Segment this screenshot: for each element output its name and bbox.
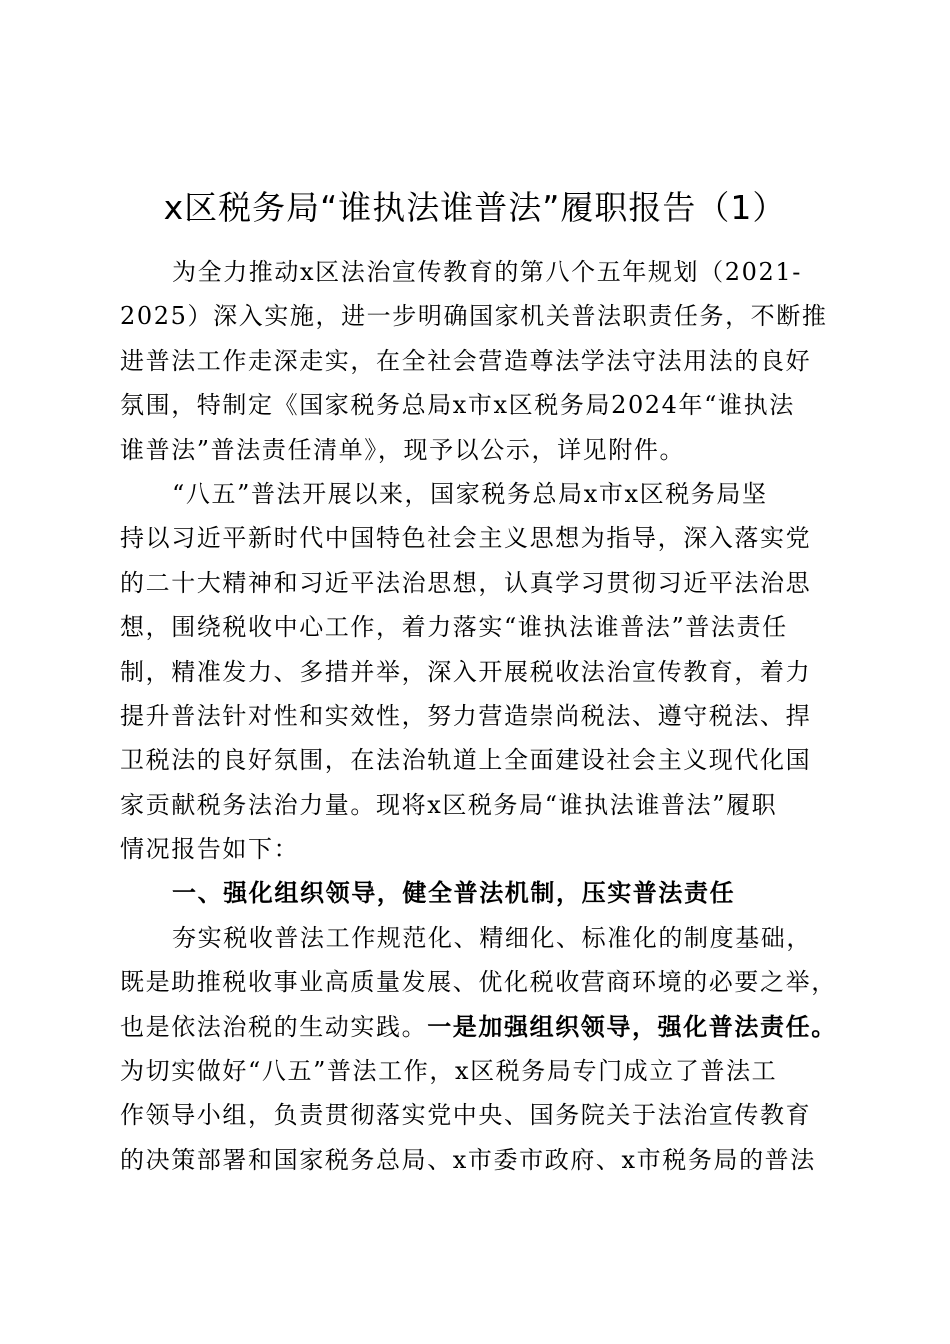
paragraph-2	[120, 472, 832, 872]
paragraph-line: “八五”普法开展以来，国家税务总局x市x区税务局坚	[172, 479, 768, 508]
document-body	[120, 250, 837, 1182]
paragraph-line: 作领导小组，负责贯彻落实党中央、国务院关于法治宣传教育	[120, 1101, 812, 1130]
paragraph-line: 为切实做好“八五”普法工作，x区税务局专门成立了普法工	[120, 1057, 778, 1086]
document-title: x区税务局“谁执法谁普法”履职报告（1）	[163, 188, 787, 227]
paragraph-line: 为全力推动x区法治宣传教育的第八个五年规划（2021-	[172, 258, 802, 286]
paragraph-line: 的二十大精神和习近平法治思想，认真学习贯彻习近平法治思	[120, 568, 812, 597]
paragraph-line-mixed	[120, 1005, 837, 1049]
paragraph-line: 的决策部署和国家税务总局、x市委市政府、x市税务局的普法	[120, 1145, 816, 1174]
paragraph-line: 提升普法针对性和实效性，努力营造崇尚税法、遵守税法、捍	[120, 701, 812, 730]
paragraph-line: 持以习近平新时代中国特色社会主义思想为指导，深入落实党	[120, 524, 812, 553]
paragraph-line: 想，围绕税收中心工作，着力落实“谁执法谁普法”普法责任	[120, 613, 788, 642]
paragraph-line: 2025）深入实施，进一步明确国家机关普法职责任务，不断推	[120, 302, 828, 331]
paragraph-line: 谁普法”普法责任清单》，现予以公示，详见附件。	[120, 435, 686, 464]
paragraph-line: 进普法工作走深走实，在全社会营造尊法学法守法用法的良好	[120, 346, 812, 375]
plain-text: 也是依法治税的生动实践。	[120, 1012, 428, 1041]
paragraph-line: 氛围，特制定《国家税务总局x市x区税务局2024年“谁执法	[120, 391, 795, 420]
paragraph-line: 制，精准发力、多措并举，深入开展税收法治宣传教育，着力	[120, 657, 812, 686]
paragraph-line: 情况报告如下：	[120, 835, 300, 864]
paragraph-line: 既是助推税收事业高质量发展、优化税收营商环境的必要之举，	[120, 968, 837, 997]
paragraph-line: 夯实税收普法工作规范化、精细化、标准化的制度基础，	[172, 923, 812, 952]
bold-emphasis: 一是加强组织领导，强化普法责任。	[427, 1012, 837, 1041]
paragraph-3	[120, 916, 837, 1182]
paragraph-line: 家贡献税务法治力量。现将x区税务局“谁执法谁普法”履职	[120, 790, 778, 819]
paragraph-1	[120, 250, 832, 472]
section-heading-1: 一、强化组织领导，健全普法机制，压实普法责任	[172, 879, 736, 908]
paragraph-line: 卫税法的良好氛围，在法治轨道上全面建设社会主义现代化国	[120, 746, 812, 775]
